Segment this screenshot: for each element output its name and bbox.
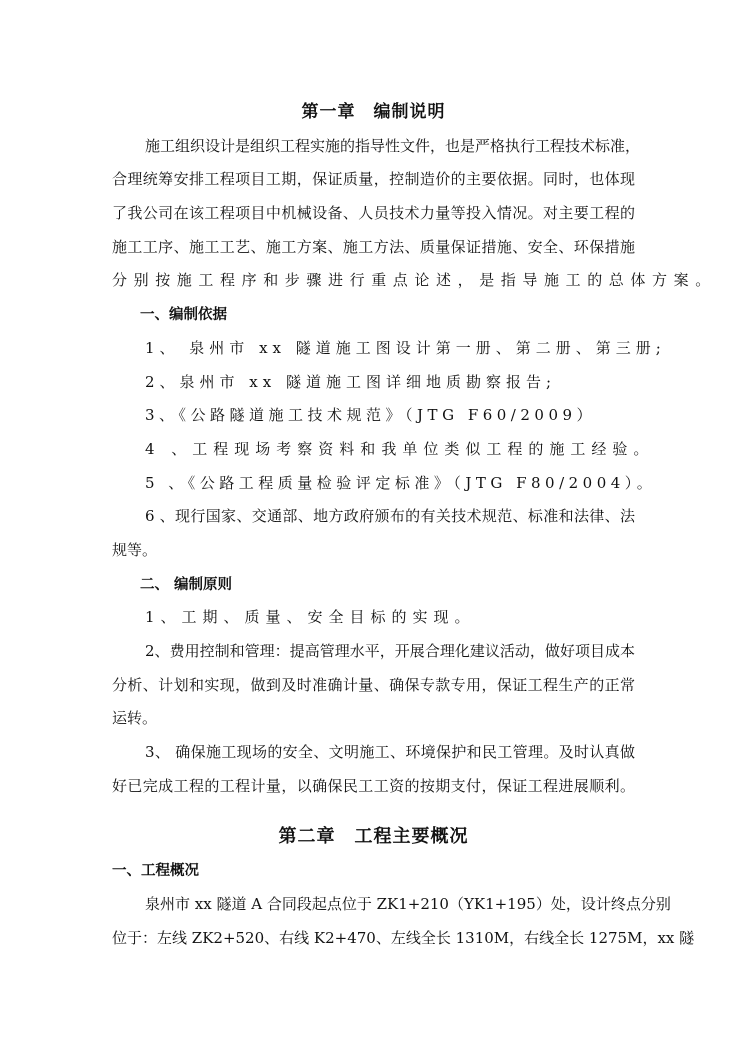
document-page [112, 96, 717, 955]
text-line: 泉州市 xx 隧道 A 合同段起点位于 ZK1+210（YK1+195）处，设计终点分别 [145, 894, 671, 913]
list-item: 1、 泉州市 xx 隧道施工图设计第一册、第二册、第三册; [145, 338, 666, 357]
list-item-continuation: 运转。 [112, 709, 158, 728]
section-heading-basis: 一、编制依据 [140, 306, 227, 324]
chapter-1-intro [112, 130, 717, 298]
text-line: 施工工序、施工工艺、施工方案、施工方法、质量保证措施、安全、环保措施 [112, 237, 635, 256]
list-item-continuation: 规等。 [112, 540, 158, 559]
list-item: 2、泉州市 xx 隧道施工图详细地质勘察报告; [145, 372, 557, 391]
chapter-1-title: 第一章 编制说明 [301, 102, 446, 122]
text-line: 合理统筹安排工程项目工期，保证质量，控制造价的主要依据。同时，也体现 [112, 170, 635, 189]
list-item: 6 、现行国家、交通部、地方政府颁布的有关技术规范、标准和法律、法 [145, 507, 635, 526]
text-line: 分别按施工程序和步骤进行重点论述，是指导施工的总体方案。 [112, 271, 717, 290]
list-item: 5 、《公路工程质量检验评定标准》（JTG F80/2004）。 [145, 473, 657, 492]
section-heading-overview: 一、工程概况 [112, 862, 199, 880]
list-item-continuation: 好已完成工程的工程计量，以确保民工工资的按期支付，保证工程进展顺利。 [112, 776, 635, 795]
text-line: 了我公司在该工程项目中机械设备、人员技术力量等投入情况。对主要工程的 [112, 204, 635, 223]
list-item: 1、工期、质量、安全目标的实现。 [145, 608, 476, 627]
section-heading-principles: 二、 编制原则 [140, 575, 233, 593]
list-item: 3、 确保施工现场的安全、文明施工、环境保护和民工管理。及时认真做 [145, 743, 635, 762]
overview-paragraph [112, 888, 695, 955]
principles-list [112, 601, 635, 803]
list-item: 3、《公路隧道施工技术规范》（JTG F60/2009） [145, 406, 597, 425]
text-line: 施工组织设计是组织工程实施的指导性文件，也是严格执行工程技术标准， [145, 136, 641, 155]
chapter-2-title: 第二章 工程主要概况 [278, 826, 469, 848]
list-item-continuation: 分析、计划和实现，做到及时准确计量、确保专款专用，保证工程生产的正常 [112, 675, 635, 694]
list-item: 2、费用控制和管理：提高管理水平，开展合理化建议活动，做好项目成本 [145, 642, 635, 660]
basis-list [112, 332, 666, 568]
list-item: 4 、工程现场考察资料和我单位类似工程的施工经验。 [145, 439, 655, 458]
text-line: 位于：左线 ZK2+520、右线 K2+470、左线全长 1310M，右线全长 1275M，xx 隧 [112, 928, 695, 947]
